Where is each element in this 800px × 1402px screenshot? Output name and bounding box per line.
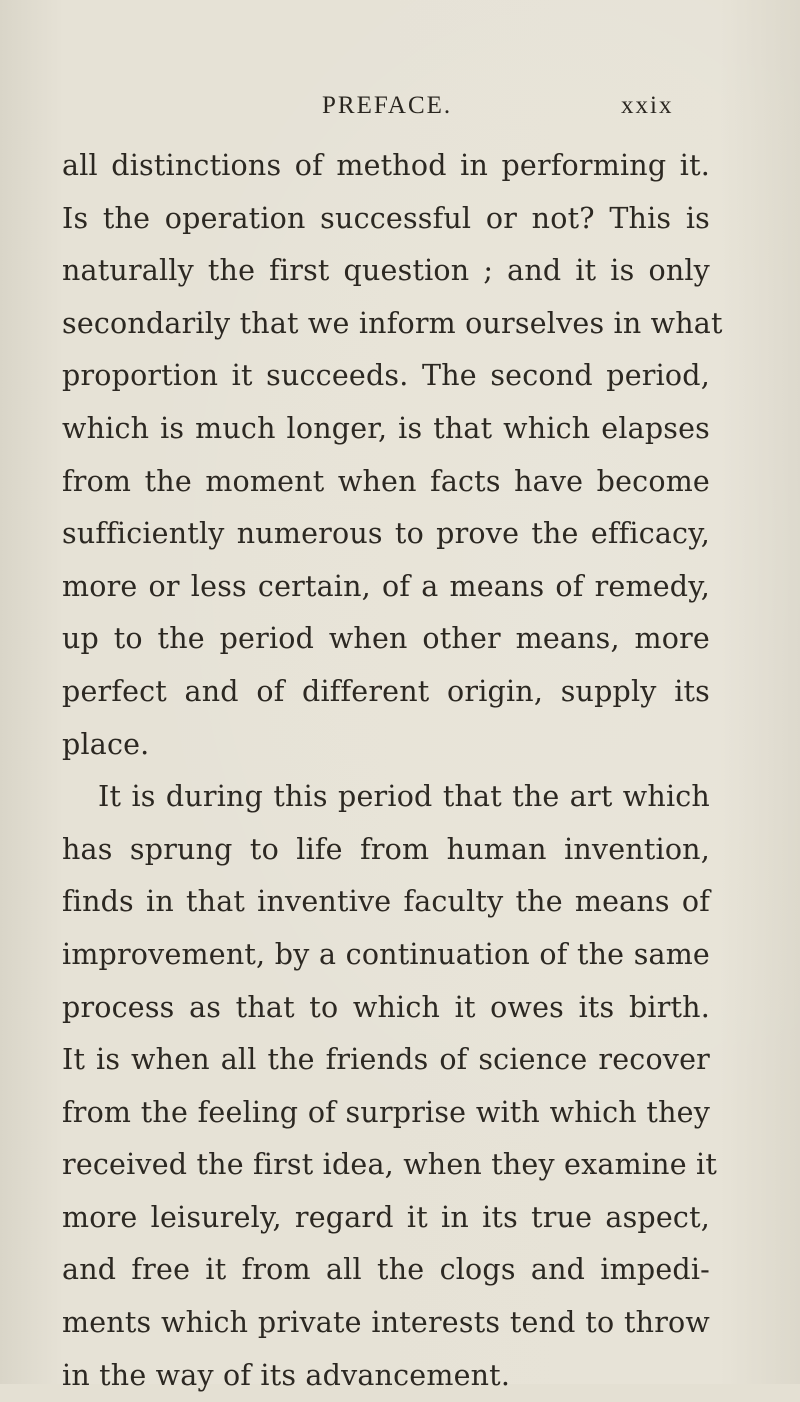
text-line: proportion it succeeds. The second period,: [62, 359, 710, 393]
text-line: from the moment when facts have become: [62, 464, 710, 498]
running-title: PREFACE.: [322, 92, 453, 119]
text-line: received the first idea, when they examine it: [62, 1148, 717, 1182]
paragraph-1: [62, 140, 723, 771]
text-line: and free it from all the clogs and impedi-: [62, 1253, 710, 1287]
paragraph-2: [62, 771, 717, 1402]
text-line: improvement, by a continuation of the same: [62, 937, 710, 971]
text-line: more leisurely, regard it in its true aspect,: [62, 1200, 710, 1234]
text-line: has sprung to life from human invention,: [62, 832, 710, 866]
page-header: [0, 92, 800, 128]
text-line: It is during this period that the art which: [98, 780, 710, 814]
text-line: more or less certain, of a means of remedy,: [62, 569, 710, 603]
text-line: all distinctions of method in performing it.: [62, 149, 710, 182]
text-line: sufficiently numerous to prove the efficacy,: [62, 517, 710, 551]
text-line: process as that to which it owes its birth.: [62, 990, 710, 1024]
page-number: xxix: [621, 92, 674, 119]
text-line: naturally the first question ; and it is only: [62, 254, 710, 288]
text-line: It is when all the friends of science recover: [62, 1043, 710, 1077]
text-line: in the way of its advancement.: [62, 1358, 511, 1392]
text-line: up to the period when other means, more: [62, 622, 710, 656]
body-text: [62, 140, 723, 1402]
text-line: which is much longer, is that which elapses: [62, 411, 710, 445]
text-line: perfect and of different origin, supply its: [62, 674, 710, 708]
text-line: secondarily that we inform ourselves in what: [62, 306, 723, 340]
text-line: finds in that inventive faculty the means of: [62, 885, 710, 919]
text-line: ments which private interests tend to throw: [62, 1306, 710, 1340]
text-line: place.: [62, 727, 150, 761]
text-line: Is the operation successful or not? This is: [62, 201, 710, 235]
text-line: from the feeling of surprise with which they: [62, 1095, 710, 1129]
